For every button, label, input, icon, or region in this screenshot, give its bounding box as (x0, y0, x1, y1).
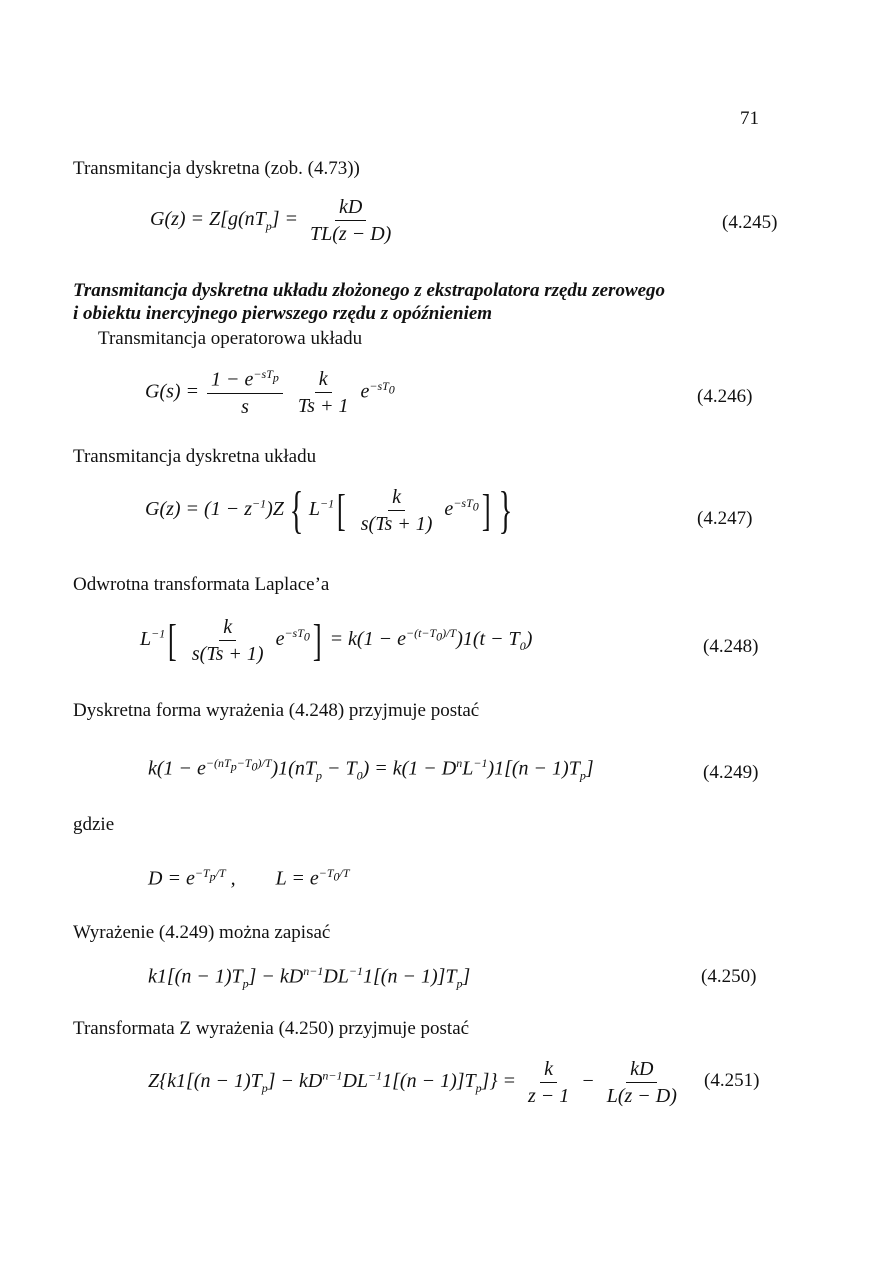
page-number: 71 (740, 108, 759, 129)
equation-number: (4.246) (697, 386, 753, 407)
equation-d-l-definitions: $D = e^{-T_p/T}$ , $L = e^{-T_0/T}$ (148, 866, 350, 890)
equation-number: (4.247) (697, 508, 753, 529)
equation-4-249: $k(1 - e^{-(nT_p-T_0)/T})1(nT_p - T_0) = k(1 - D^nL^{-1})1[(n - 1)T_p]$ (148, 756, 594, 783)
section-heading-line2: i obiektu inercyjnego pierwszego rzędu z opóźnieniem (73, 303, 493, 324)
paragraph-discrete-form: Dyskretna forma wyrażenia (4.248) przyjmuje postać (73, 700, 480, 721)
paragraph-operator: Transmitancja operatorowa układu (98, 328, 363, 349)
equation-4-248: $L^{-1}$[ $\frac{k}{s(Ts + 1)}$ $e^{-sT_0}] = k(1 - e^{-(t-T_0)/T})1(t - T_0)$ (140, 615, 533, 665)
equation-4-247: $G(z) = (1 - z^{-1})Z$ { $L^{-1}$[ $\frac{k}{s(Ts + 1)}$ $e^{-sT_0}$] } (145, 481, 513, 539)
paragraph-intro: Transmitancja dyskretna (zob. (4.73)) (73, 158, 360, 179)
equation-number: (4.250) (701, 966, 757, 987)
equation-number: (4.249) (703, 762, 759, 783)
equation-4-250: $k1[(n - 1)T_p] - kD^{n-1}DL^{-1}1[(n - 1)]T_p$] (148, 964, 471, 991)
section-heading-line1: Transmitancja dyskretna układu złożonego z ekstrapolatora rzędu zerowego (73, 280, 666, 301)
equation-number: (4.251) (704, 1070, 760, 1091)
paragraph-laplace: Odwrotna transformata Laplace’a (73, 574, 330, 595)
paragraph-expression: Wyrażenie (4.249) można zapisać (73, 922, 331, 943)
paragraph-z-transform: Transformata Z wyrażenia (4.250) przyjmuje postać (73, 1018, 470, 1039)
equation-4-246: G(s) = $\frac{1 - e^{-sT_p}}{s}$ $\frac{k}{Ts + 1}$ $e^{-sT_0}$ (145, 367, 395, 418)
equation-number: (4.248) (703, 636, 759, 657)
equation-4-245: $G(z) = Z[g(nT_p]$ = $\frac{kD}{TL(z - D)}$ (150, 196, 392, 245)
equation-4-251: $Z\{k1[(n - 1)T_p] - kD^{n-1}DL^{-1}1[(n - 1)]T_p]$} = $\frac{k}{z - 1}$ − $\frac{kD}{L(z - D)}$ (148, 1058, 677, 1107)
equation-number: (4.245) (722, 212, 778, 233)
paragraph-where: gdzie (73, 814, 115, 835)
paragraph-discrete: Transmitancja dyskretna układu (73, 446, 317, 467)
